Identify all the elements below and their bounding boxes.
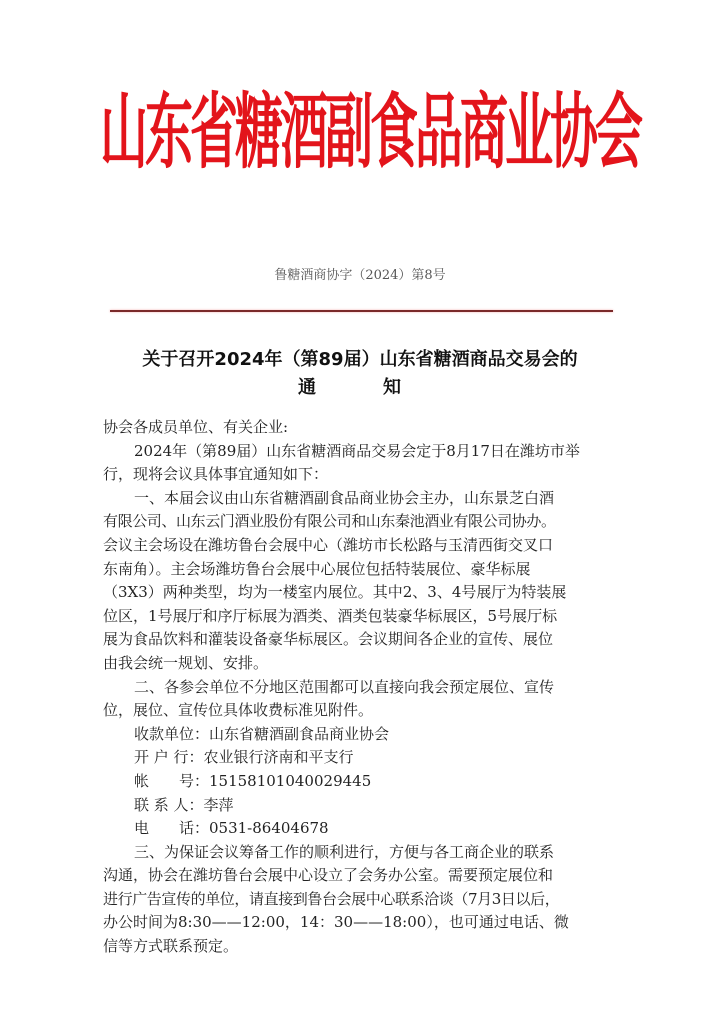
paragraph-line: 进行广告宣传的单位，请直接到鲁台会展中心联系洽谈（7月3日以后， bbox=[103, 889, 560, 908]
paragraph-line: 办公时间为8:30——12:00，14：30——18:00），也可通过电话、微 bbox=[103, 913, 569, 932]
payee-line: 收款单位：山东省糖酒副食品商业协会 bbox=[134, 724, 390, 743]
paragraph-line: 信等方式联系预定。 bbox=[103, 937, 239, 956]
phone-line: 电 话：0531-86404678 bbox=[134, 819, 329, 838]
account-line: 帐 号：15158101040029445 bbox=[134, 771, 372, 790]
paragraph-line: 沟通，协会在潍坊鲁台会展中心设立了会务办公室。需要预定展位和 bbox=[103, 866, 554, 885]
paragraph-line: （3X3）两种类型，均为一楼室内展位。其中2、3、4号展厅为特装展 bbox=[103, 583, 567, 602]
paragraph-line: 行，现将会议具体事宜通知如下： bbox=[103, 465, 329, 484]
paragraph-line: 一、本届会议由山东省糖酒副食品商业协会主办，山东景芝白酒 bbox=[134, 488, 555, 507]
red-divider-line bbox=[110, 310, 613, 312]
paragraph-line: 2024年（第89届）山东省糖酒商品交易会定于8月17日在潍坊市举 bbox=[134, 441, 580, 460]
paragraph-line: 由我会统一规划、安排。 bbox=[103, 653, 269, 672]
paragraph-line: 位，展位、宣传位具体收费标准见附件。 bbox=[103, 701, 374, 720]
salutation: 协会各成员单位、有关企业: bbox=[103, 418, 289, 436]
bank-line: 开 户 行：农业银行济南和平支行 bbox=[134, 748, 354, 767]
document-number: 鲁糖酒商协字（2024）第8号 bbox=[274, 268, 446, 283]
paragraph-line: 展为食品饮料和灌装设备豪华标展区。会议期间各企业的宣传、展位 bbox=[103, 630, 554, 649]
paragraph-line: 会议主会场设在潍坊鲁台会展中心（潍坊市长松路与玉清西街交叉口 bbox=[103, 535, 554, 554]
paragraph-line: 三、为保证会议筹备工作的顺利进行，方便与各工商企业的联系 bbox=[134, 842, 555, 861]
paragraph-line: 东南角）。主会场潍坊鲁台会展中心展位包括特装展位、豪华标展 bbox=[103, 559, 531, 578]
association-masthead: 山东省糖酒副食品商业协会 bbox=[100, 85, 641, 181]
paragraph-line: 位区，1号展厅和序厅标展为酒类、酒类包装豪华标展区，5号展厅标 bbox=[103, 606, 558, 625]
notice-body bbox=[103, 416, 623, 959]
paragraph-line: 二、各参会单位不分地区范围都可以直接向我会预定展位、宣传 bbox=[134, 677, 555, 696]
notice-title: 关于召开2024年（第89届）山东省糖酒商品交易会的 bbox=[142, 349, 578, 370]
paragraph-line: 有限公司、山东云门酒业股份有限公司和山东秦池酒业有限公司协办。 bbox=[103, 512, 556, 531]
notice-title-char-1: 通 bbox=[298, 377, 316, 398]
contact-line: 联 系 人：李萍 bbox=[134, 795, 234, 814]
notice-title-char-2: 知 bbox=[383, 377, 401, 398]
